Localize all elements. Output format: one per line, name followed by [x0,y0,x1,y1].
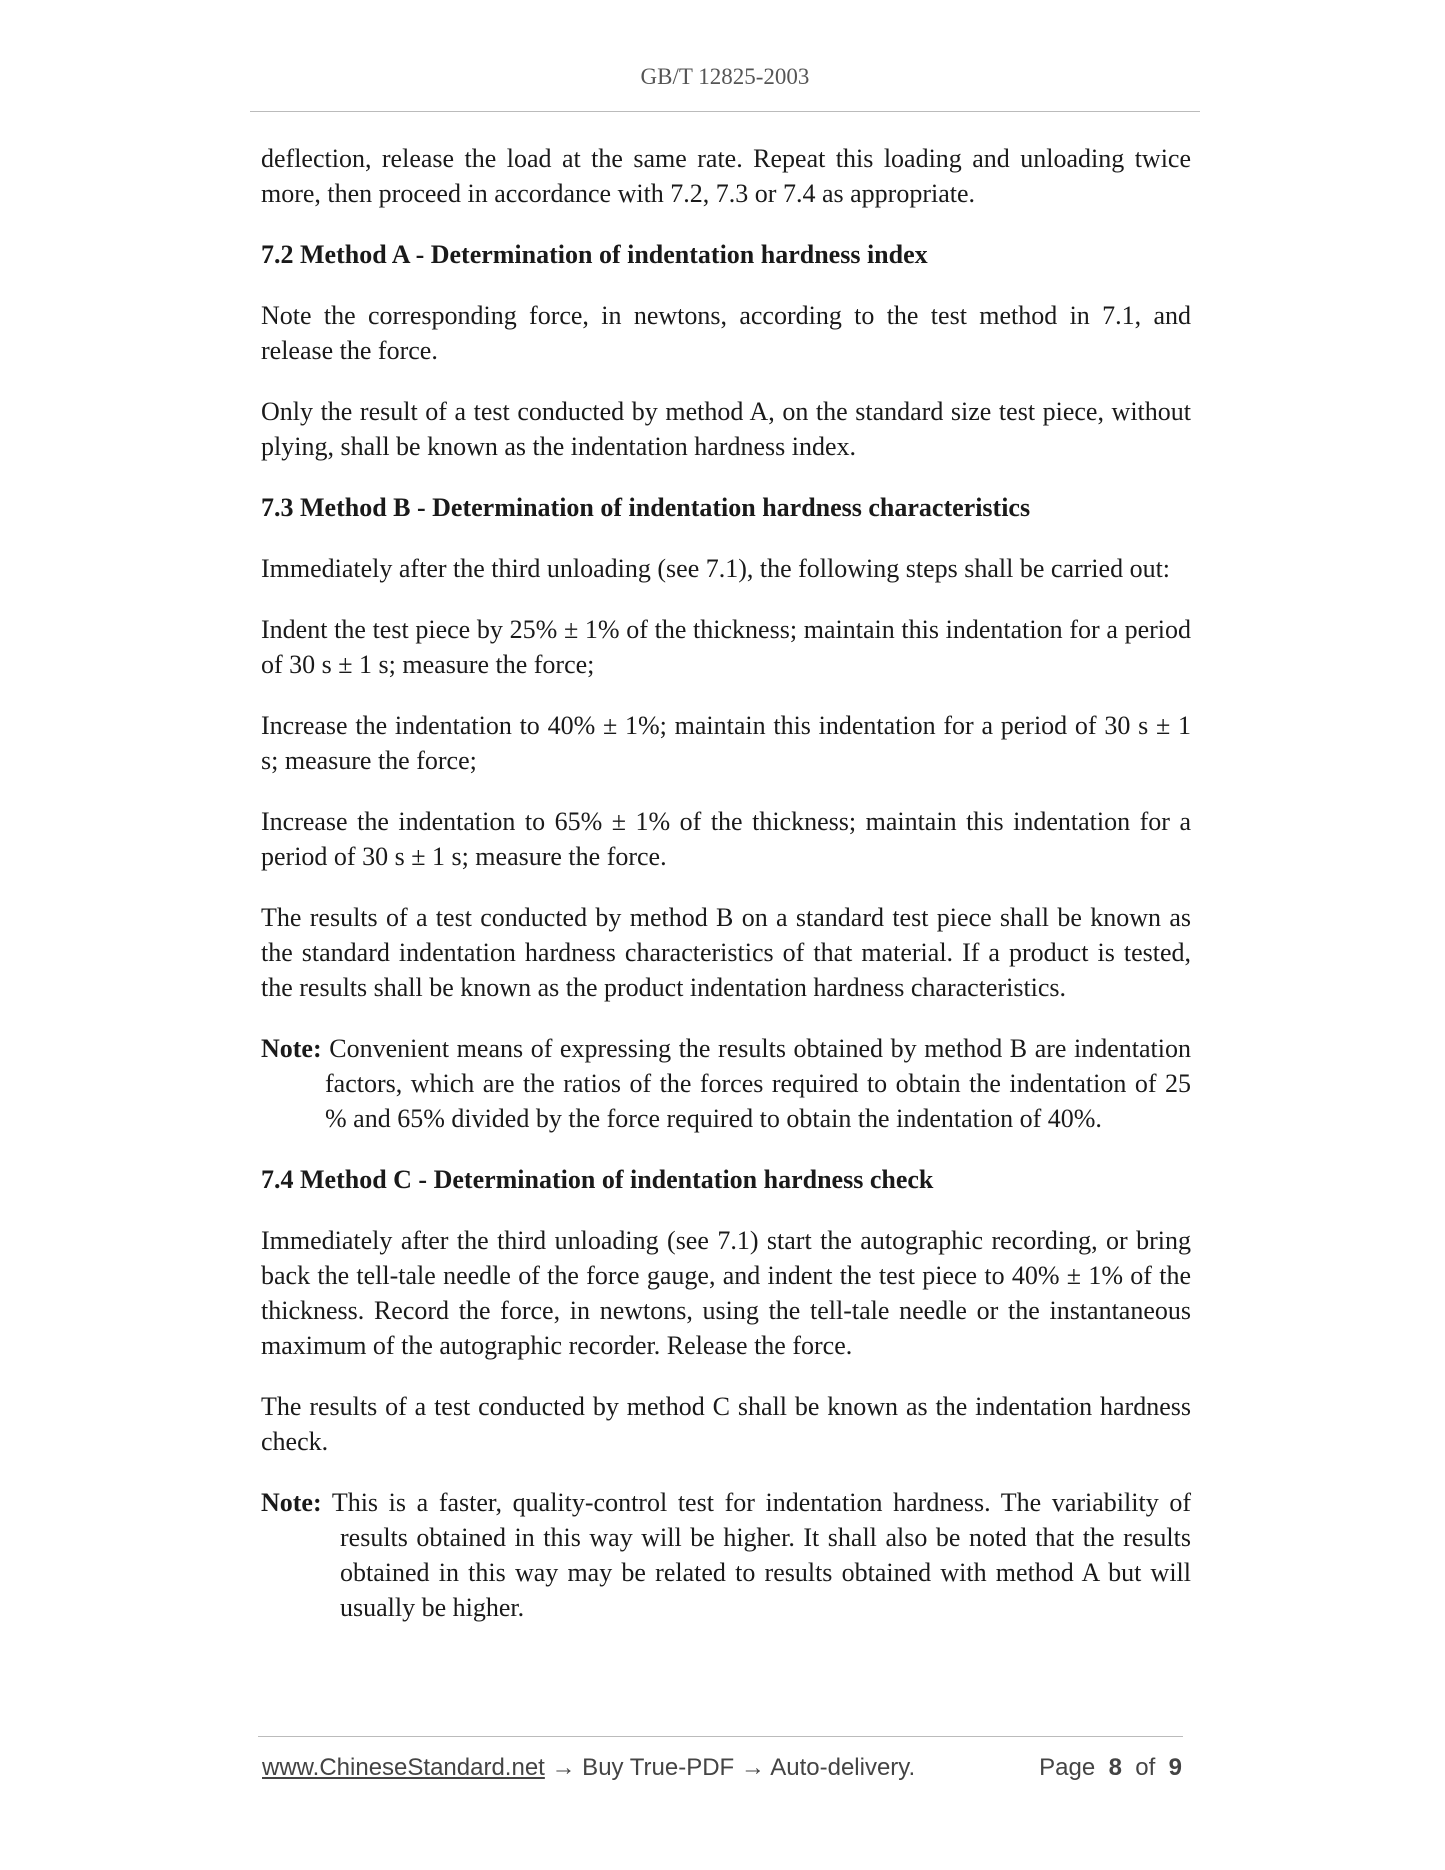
paragraph-method-c-procedure: Immediately after the third unloading (see 7.1) start the autographic recording, or bring back the tell-tale needle of the force gauge, and indent the test piece to 40% ± 1% of the thickness. Record the force, in newtons, using the tell-tale needle or the instantaneous maximum of the autographic recorder. Release the force. [261,1226,1191,1360]
note-method-c [261,1485,1191,1625]
document-header-title: GB/T 12825-2003 [640,64,810,89]
paragraph-method-b-intro: Immediately after the third unloading (see 7.1), the following steps shall be carried out: [261,554,1171,583]
note-method-b [261,1031,1191,1136]
footer-left [262,1754,915,1782]
footer-divider [258,1736,1183,1737]
paragraph-method-b-step-1: Indent the test piece by 25% ± 1% of the thickness; maintain this indentation for a period of 30 s ± 1 s; measure the force; [261,615,1191,679]
section-heading-7-4: 7.4 Method C - Determination of indentation hardness check [261,1165,934,1194]
page-indicator [1039,1754,1182,1782]
note-text: This is a faster, quality-control test for indentation hardness. The variability of results obtained in this way will be higher. It shall also be noted that the results obtained in this way may be related to results obtained with method A but will usually be higher. [331,1488,1192,1622]
paragraph-method-a-2: Only the result of a test conducted by method A, on the standard size test piece, without plying, shall be known as the indentation hardness index. [261,397,1191,461]
paragraph-continuation: deflection, release the load at the same rate. Repeat this loading and unloading twice more, then proceed in accordance with 7.2, 7.3 or 7.4 as appropriate. [261,144,1191,208]
page-label: Page [1039,1754,1096,1781]
paragraph-method-a-1: Note the corresponding force, in newtons, according to the test method in 7.1, and release the force. [261,301,1191,365]
paragraph-method-c-results: The results of a test conducted by method C shall be known as the indentation hardness check. [261,1392,1191,1456]
section-heading-7-3: 7.3 Method B - Determination of indentation hardness characteristics [261,493,1031,522]
header-divider [250,111,1200,112]
section-heading-7-2: 7.2 Method A - Determination of indentation hardness index [261,240,928,269]
paragraph-method-b-results: The results of a test conducted by method B on a standard test piece shall be known as the standard indentation hardness characteristics of that material. If a product is tested, the results shall be known as the product indentation hardness characteristics. [261,903,1191,1002]
paragraph-method-b-step-2: Increase the indentation to 40% ± 1%; maintain this indentation for a period of 30 s ± 1 s; measure the force; [261,711,1191,775]
paragraph-method-b-step-3: Increase the indentation to 65% ± 1% of the thickness; maintain this indentation for a period of 30 s ± 1 s; measure the force. [261,807,1191,871]
of-label: of [1135,1754,1156,1781]
note-text: Convenient means of expressing the results obtained by method B are indentation factors, which are the ratios of the forces required to obtain the indentation of 25 % and 65% divided by the force required to obtain the indentation of 40%. [325,1034,1191,1133]
page-footer [262,1754,1182,1788]
total-page-number: 9 [1168,1754,1182,1781]
website-link[interactable]: www.ChineseStandard.net [262,1754,545,1781]
footer-tagline: → Buy True-PDF → Auto-delivery. [544,1754,916,1781]
note-label: Note: [261,1034,322,1063]
current-page-number: 8 [1108,1754,1122,1781]
document-body [261,141,1191,1651]
note-label: Note: [261,1488,322,1517]
